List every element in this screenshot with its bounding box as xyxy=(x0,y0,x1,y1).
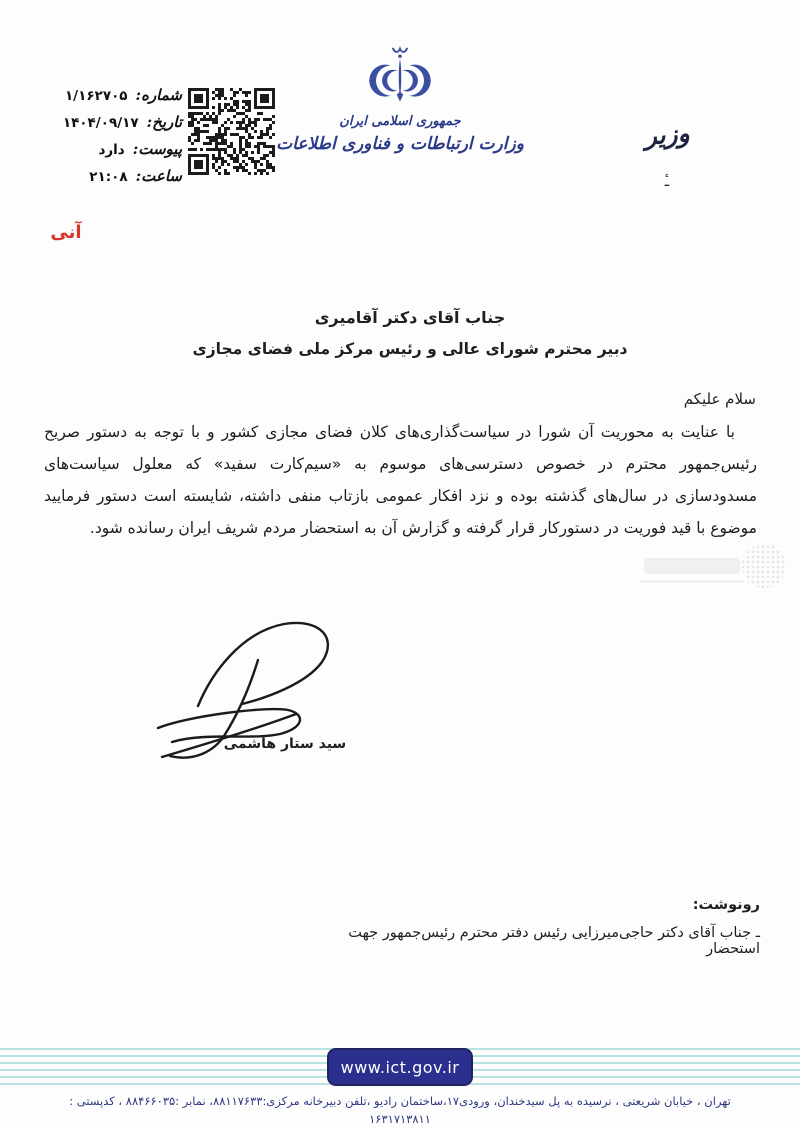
recipient-title: دبیر محترم شورای عالی و رئیس مرکز ملی فضای مجازی xyxy=(192,340,628,358)
letter-meta-block xyxy=(24,86,182,194)
meta-number-label: شماره: xyxy=(135,86,182,104)
meta-time-label: ساعت: xyxy=(135,167,182,185)
meta-number-value: ۱/۱۶۲۷۰۵ xyxy=(64,88,128,104)
header-ministry-name: وزارت ارتباطات و فناوری اطلاعات xyxy=(276,134,524,154)
meta-attachment-value: دارد xyxy=(98,142,125,158)
iran-emblem-icon xyxy=(368,42,432,116)
recipient-name: جناب آقای دکتر آقامیری xyxy=(314,308,506,327)
meta-row-attachment xyxy=(24,140,182,158)
recipient-block xyxy=(170,303,650,365)
meta-row-date xyxy=(24,113,182,131)
minister-flourish: ـٔ xyxy=(664,172,670,190)
footer-postal-code: ۱۶۳۱۷۱۳۸۱۱ xyxy=(369,1112,431,1126)
footer-address: تهران ، خیابان شریعتی ، نرسیده به پل سیدخندان، ورودی۱۷،ساختمان رادیو ،تلفن دبیرخانه مرکزی:۸۸۱۱۷۶۳۳، نمابر :۸۸۴۶۶۰۳۵ ، کدپستی : xyxy=(69,1094,731,1108)
cc-item: ـ جناب آقای دکتر حاجی‌میرزایی رئیس دفتر محترم رئیس‌جمهور جهت استحضار xyxy=(348,925,760,957)
signature-name: سید ستار هاشمی xyxy=(223,736,347,752)
meta-row-number xyxy=(24,86,182,104)
meta-attachment-label: پیوست: xyxy=(132,140,182,158)
meta-date-value: ۱۴۰۴/۰۹/۱۷ xyxy=(62,115,139,131)
salutation: سلام علیکم xyxy=(683,390,756,408)
letter-body: با عنایت به محوریت آن شورا در سیاست‌گذاری‌های کلان فضای مجازی کشور و با توجه به دستور صریح رئیس‌جمهور محترم در خصوص دسترسی‌های موسوم به «سیم‌کارت سفید» که معلول سیاست‌های مسدودسازی در سال‌های گذشته بوده و نزد افکار عمومی بازتاب منفی داشته، شایسته است دستور فرمایید موضوع با قید فوریت در دستورکار قرار گرفته و گزارش آن به استحضار مردم شریف ایران رسانده شود. xyxy=(44,423,757,537)
meta-date-label: تاریخ: xyxy=(146,113,182,131)
urgency-stamp: آنی xyxy=(50,222,82,243)
qr-code xyxy=(188,88,275,175)
meta-row-time xyxy=(24,167,182,185)
minister-title: وزیر xyxy=(643,118,691,151)
news-agency-watermark xyxy=(626,540,788,602)
cc-label: رونوشت: xyxy=(692,897,760,913)
header-country-name: جمهوری اسلامی ایران xyxy=(339,114,461,129)
meta-time-value: ۲۱:۰۸ xyxy=(89,169,128,185)
website-link[interactable]: www.ict.gov.ir xyxy=(327,1048,473,1086)
